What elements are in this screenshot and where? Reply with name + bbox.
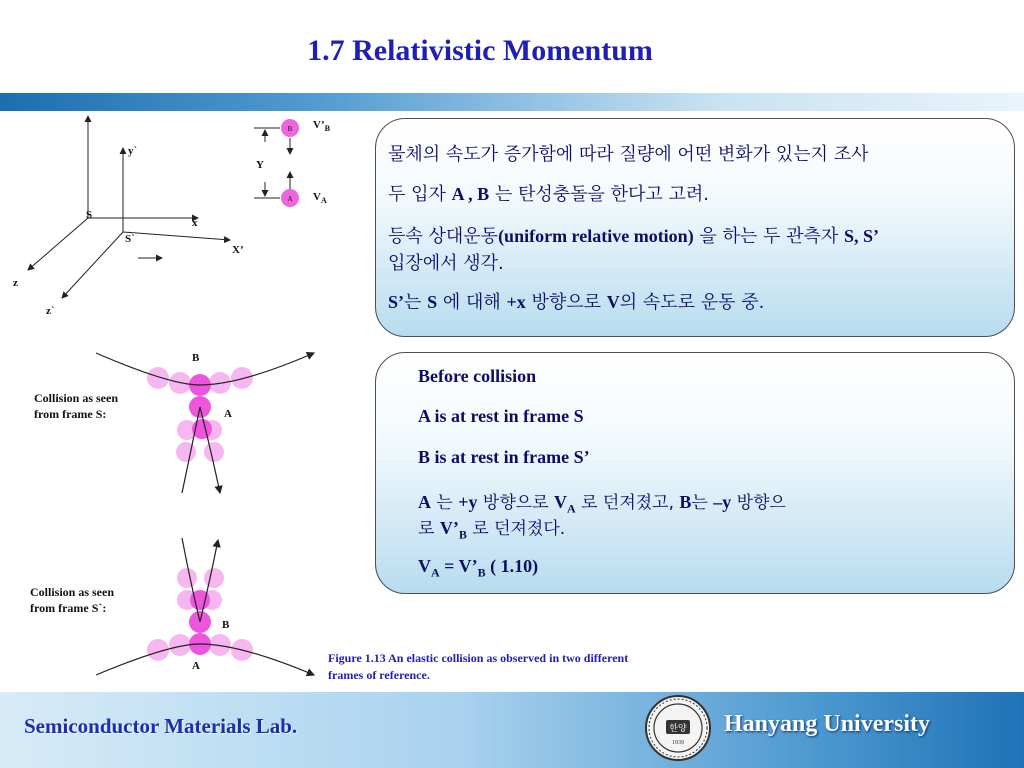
header-band (0, 93, 1024, 111)
y-separation-label: Y (256, 159, 264, 171)
collision1-label-b: B (192, 352, 200, 364)
collision2-caption: Collision as seen from frame S`: (30, 585, 115, 615)
box2-line2: A is at rest in frame S (418, 406, 584, 426)
box2-line1: Before collision (418, 366, 537, 386)
ball-a-letter: A (287, 195, 293, 203)
box2-line5: 로 $V’_B$ 로 던져졌다. (418, 518, 566, 542)
university-seal-icon (644, 694, 712, 762)
box1-line3: 등속 상대운동(uniform relative motion) 을 하는 두 관측자 S, S’ (388, 226, 880, 247)
seal-year: 1939 (672, 740, 684, 746)
ball-b-letter: B (287, 125, 293, 133)
box1-line5: S’는 S 에 대해 +x 방향으로 V의 속도로 운동 중. (388, 292, 765, 313)
s-prime-label: S` (125, 233, 135, 245)
lab-name: Semiconductor Materials Lab. (24, 714, 298, 738)
figure-caption: Figure 1.13 An elastic collision as observed in two different frames of reference. (328, 651, 629, 682)
v-a-label: $V_A$ (313, 191, 327, 205)
seal-text: 한양 (669, 723, 687, 733)
collision2-label-a: A (192, 660, 200, 672)
collision-diagram-frame-s (90, 345, 330, 495)
collision1-caption: Collision as seen from frame S: (34, 391, 119, 421)
box2-line6: $V_A$ = $V’_B$ ( 1.10) (418, 556, 539, 580)
box1-line1: 물체의 속도가 증가함에 따라 질량에 어떤 변화가 있는지 조사 (388, 144, 869, 165)
z-label: z (13, 277, 18, 289)
box1-line4: 입장에서 생각. (388, 253, 504, 274)
university-name: Hanyang University (724, 711, 931, 737)
collision2-label-b: B (222, 619, 230, 631)
box2-line4: A 는 +y 방향으로 $V_A$ 로 던져졌고, B는 –y 방향으 (418, 492, 786, 516)
x-label: x (192, 217, 198, 229)
collision-diagram-frame-s-prime (90, 530, 330, 680)
z-prime-label: z` (46, 305, 55, 317)
y-prime-label: y` (128, 145, 138, 157)
s-label: S (86, 209, 93, 221)
box1-line2: 두 입자 A , B 는 탄성충돌을 한다고 고려. (388, 184, 710, 205)
slide-title: 1.7 Relativistic Momentum (307, 34, 653, 67)
v-b-prime-label: $V’_B$ (313, 119, 330, 133)
collision1-label-a: A (224, 408, 232, 420)
box2-line3: B is at rest in frame S’ (418, 447, 590, 467)
x-prime-label: X’ (232, 244, 244, 256)
